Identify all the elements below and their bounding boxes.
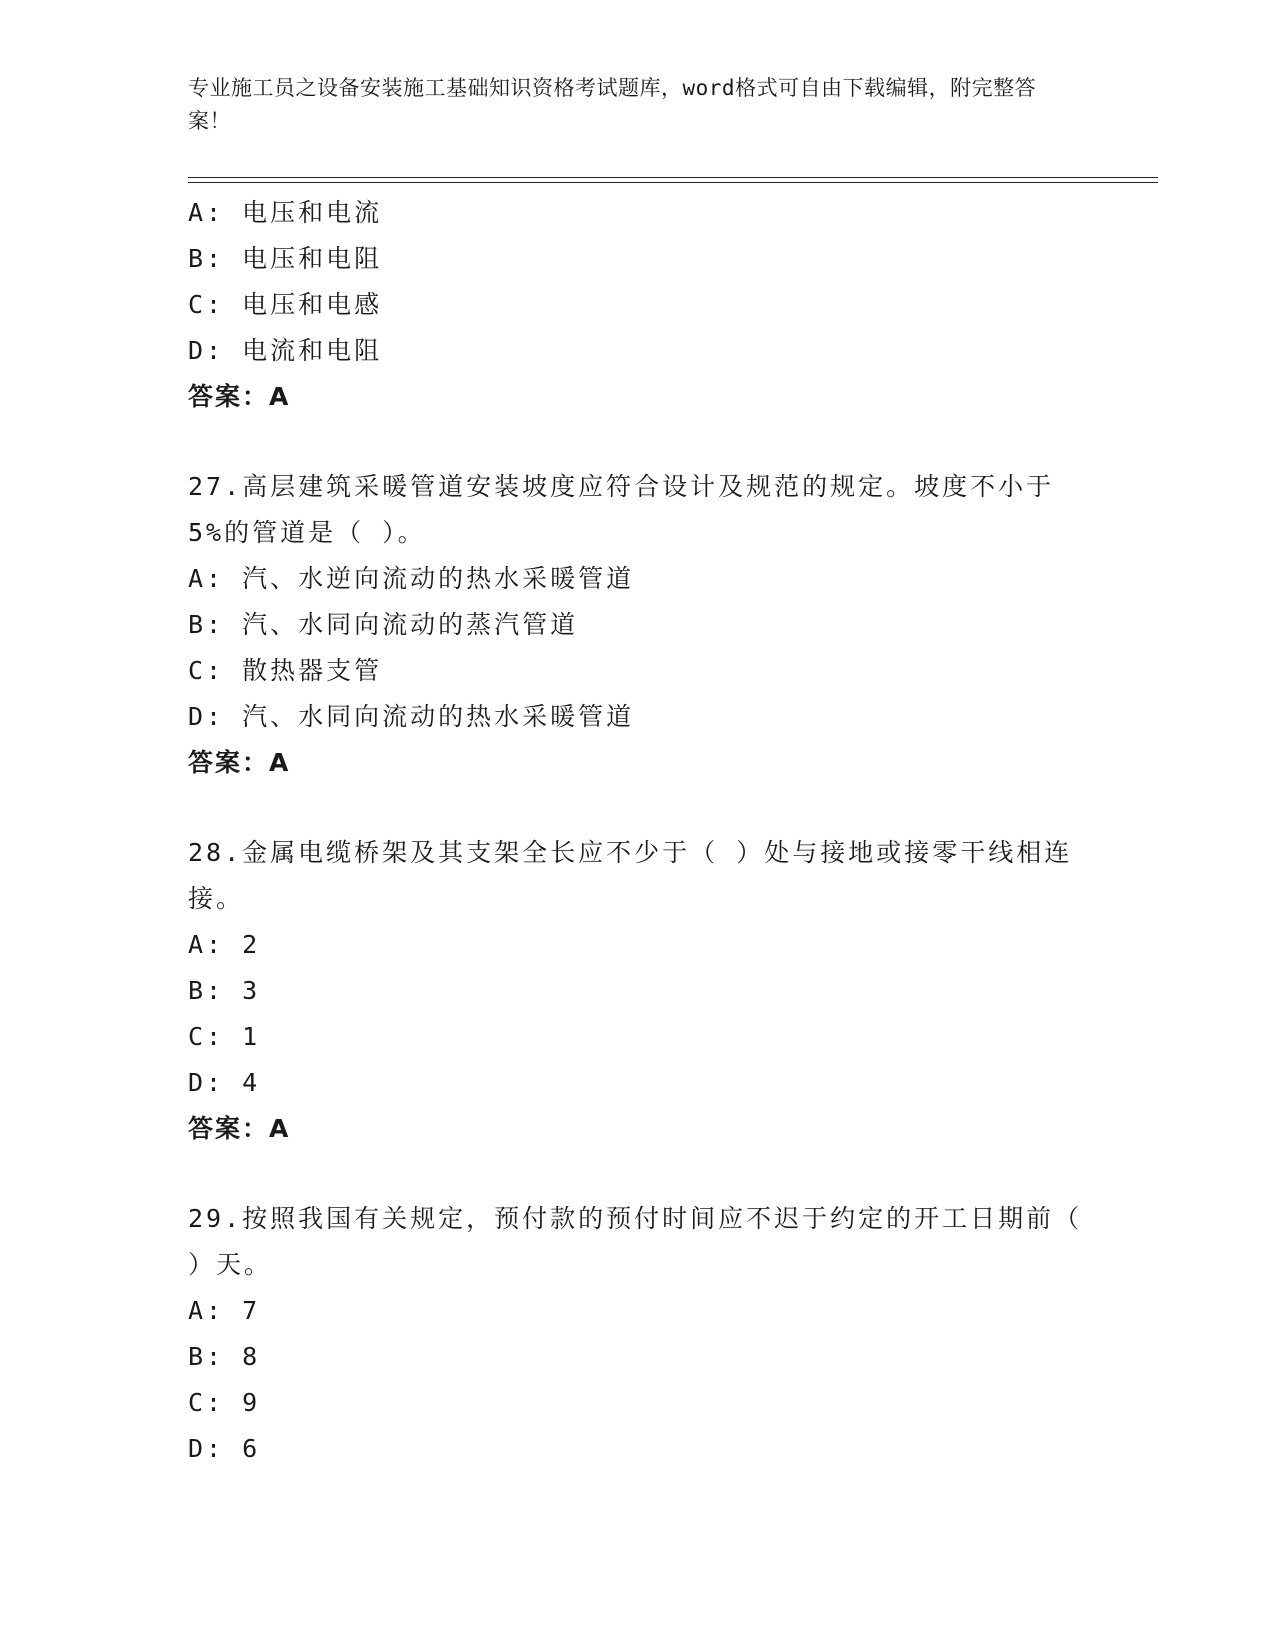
question-block-27 (188, 464, 1088, 786)
spacer (188, 1152, 1088, 1196)
option-c: C: 1 (188, 1022, 261, 1051)
option-a: A: 7 (188, 1296, 261, 1325)
option-c: C: 电压和电感 (188, 290, 383, 319)
option-d: D: 4 (188, 1068, 261, 1097)
question-block-28 (188, 830, 1088, 1152)
question-list (188, 190, 1088, 1472)
header-divider-top (188, 177, 1158, 178)
option-b: B: 3 (188, 976, 261, 1005)
header-divider-bottom (188, 182, 1158, 183)
option-b: B: 8 (188, 1342, 261, 1371)
question-text: 29.按照我国有关规定，预付款的预付时间应不迟于约定的开工日期前（ ）天。 (188, 1204, 1083, 1279)
option-b: B: 电压和电阻 (188, 244, 383, 273)
question-text: 27.高层建筑采暖管道安装坡度应符合设计及规范的规定。坡度不小于5%的管道是（ ）。 (188, 472, 1055, 547)
option-d: D: 电流和电阻 (188, 336, 383, 365)
option-a: A: 2 (188, 930, 261, 959)
question-block-26 (188, 190, 1088, 420)
answer-line: 答案：A (188, 1114, 291, 1143)
option-a: A: 汽、水逆向流动的热水采暖管道 (188, 564, 635, 593)
option-c: C: 散热器支管 (188, 656, 383, 685)
answer-line: 答案：A (188, 382, 291, 411)
option-d: D: 6 (188, 1434, 261, 1463)
question-block-29 (188, 1196, 1088, 1472)
spacer (188, 786, 1088, 830)
option-c: C: 9 (188, 1388, 261, 1417)
spacer (188, 420, 1088, 464)
answer-line: 答案：A (188, 748, 291, 777)
option-b: B: 汽、水同向流动的蒸汽管道 (188, 610, 579, 639)
option-a: A: 电压和电流 (188, 198, 383, 227)
document-header: 专业施工员之设备安装施工基础知识资格考试题库，word格式可自由下载编辑，附完整答案！ (188, 76, 1037, 133)
question-text: 28.金属电缆桥架及其支架全长应不少于（ ）处与接地或接零干线相连接。 (188, 838, 1073, 913)
option-d: D: 汽、水同向流动的热水采暖管道 (188, 702, 635, 731)
document-page (188, 0, 1158, 1650)
